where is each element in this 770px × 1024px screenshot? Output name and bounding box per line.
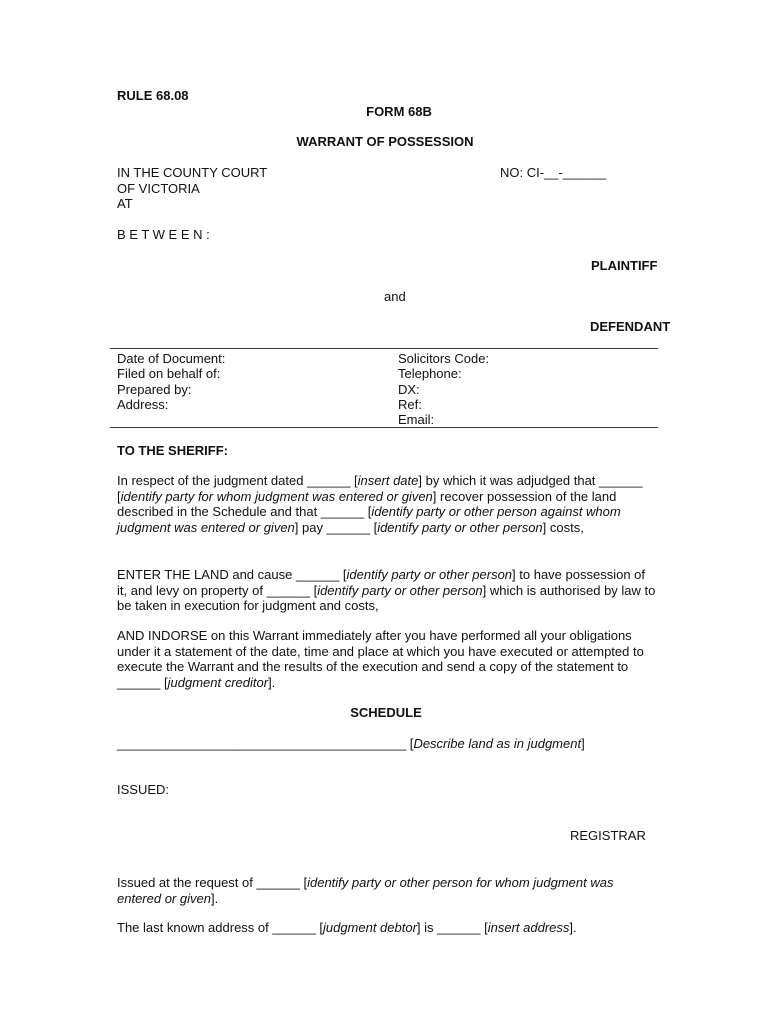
rule-number: RULE 68.08 — [117, 88, 189, 103]
and-label: and — [384, 289, 406, 304]
defendant-label: DEFENDANT — [590, 319, 671, 334]
court-location: AT — [117, 196, 133, 211]
schedule-heading: SCHEDULE — [350, 705, 422, 720]
solicitors-code-label: Solicitors Code: — [398, 351, 490, 366]
issued-label: ISSUED: — [117, 782, 170, 797]
date-of-document-label: Date of Document: — [117, 351, 226, 366]
telephone-label: Telephone: — [398, 366, 462, 381]
enter-land-paragraph: ENTER THE LAND and cause ______ [identify party or other person] to have possession of it, and levy on property of ______ [identify party or other person] which is authorised by law to be taken in execution for judgment and costs, — [117, 567, 656, 613]
ref-label: Ref: — [398, 397, 422, 412]
schedule-land-description: ________________________________________ [Describe land as in judgment] — [117, 736, 585, 751]
last-known-address-line: The last known address of ______ [judgment debtor] is ______ [insert address]. — [117, 920, 577, 935]
judgment-paragraph: In respect of the judgment dated ______ [insert date] by which it was adjudged that ______ [identify party for whom judgment was entered or given] recover possession of the land described in the Schedule and that ______ [identify party or other person against whom judgment was entered or given] pay ______ [identify party or other person] costs, — [117, 473, 643, 535]
to-sheriff-heading: TO THE SHERIFF: — [117, 443, 228, 458]
issued-at-request-paragraph: Issued at the request of ______ [identify party or other person for whom judgment was entered or given]. — [117, 875, 614, 906]
filing-top-rule — [110, 348, 658, 349]
filed-on-behalf-label: Filed on behalf of: — [117, 366, 221, 381]
document-title: WARRANT OF POSSESSION — [296, 134, 474, 149]
registrar-label: REGISTRAR — [570, 828, 646, 843]
between-label: B E T W E E N : — [117, 227, 210, 242]
address-label: Address: — [117, 397, 169, 412]
plaintiff-label: PLAINTIFF — [591, 258, 658, 273]
filing-bottom-rule — [110, 427, 658, 428]
indorse-paragraph: AND INDORSE on this Warrant immediately after you have performed all your obligations under it a statement of the date, time and place at which you have executed or attempted to execute the Warrant and the results of the execution and send a copy of the statement to ______ [judgment creditor]. — [117, 628, 644, 690]
dx-label: DX: — [398, 382, 420, 397]
court-name-line-1: IN THE COUNTY COURT — [117, 165, 268, 180]
form-number: FORM 68B — [366, 104, 432, 119]
email-label: Email: — [398, 412, 435, 427]
court-name-line-2: OF VICTORIA — [117, 181, 200, 196]
prepared-by-label: Prepared by: — [117, 382, 192, 397]
case-number: NO: CI-__-______ — [500, 165, 607, 180]
